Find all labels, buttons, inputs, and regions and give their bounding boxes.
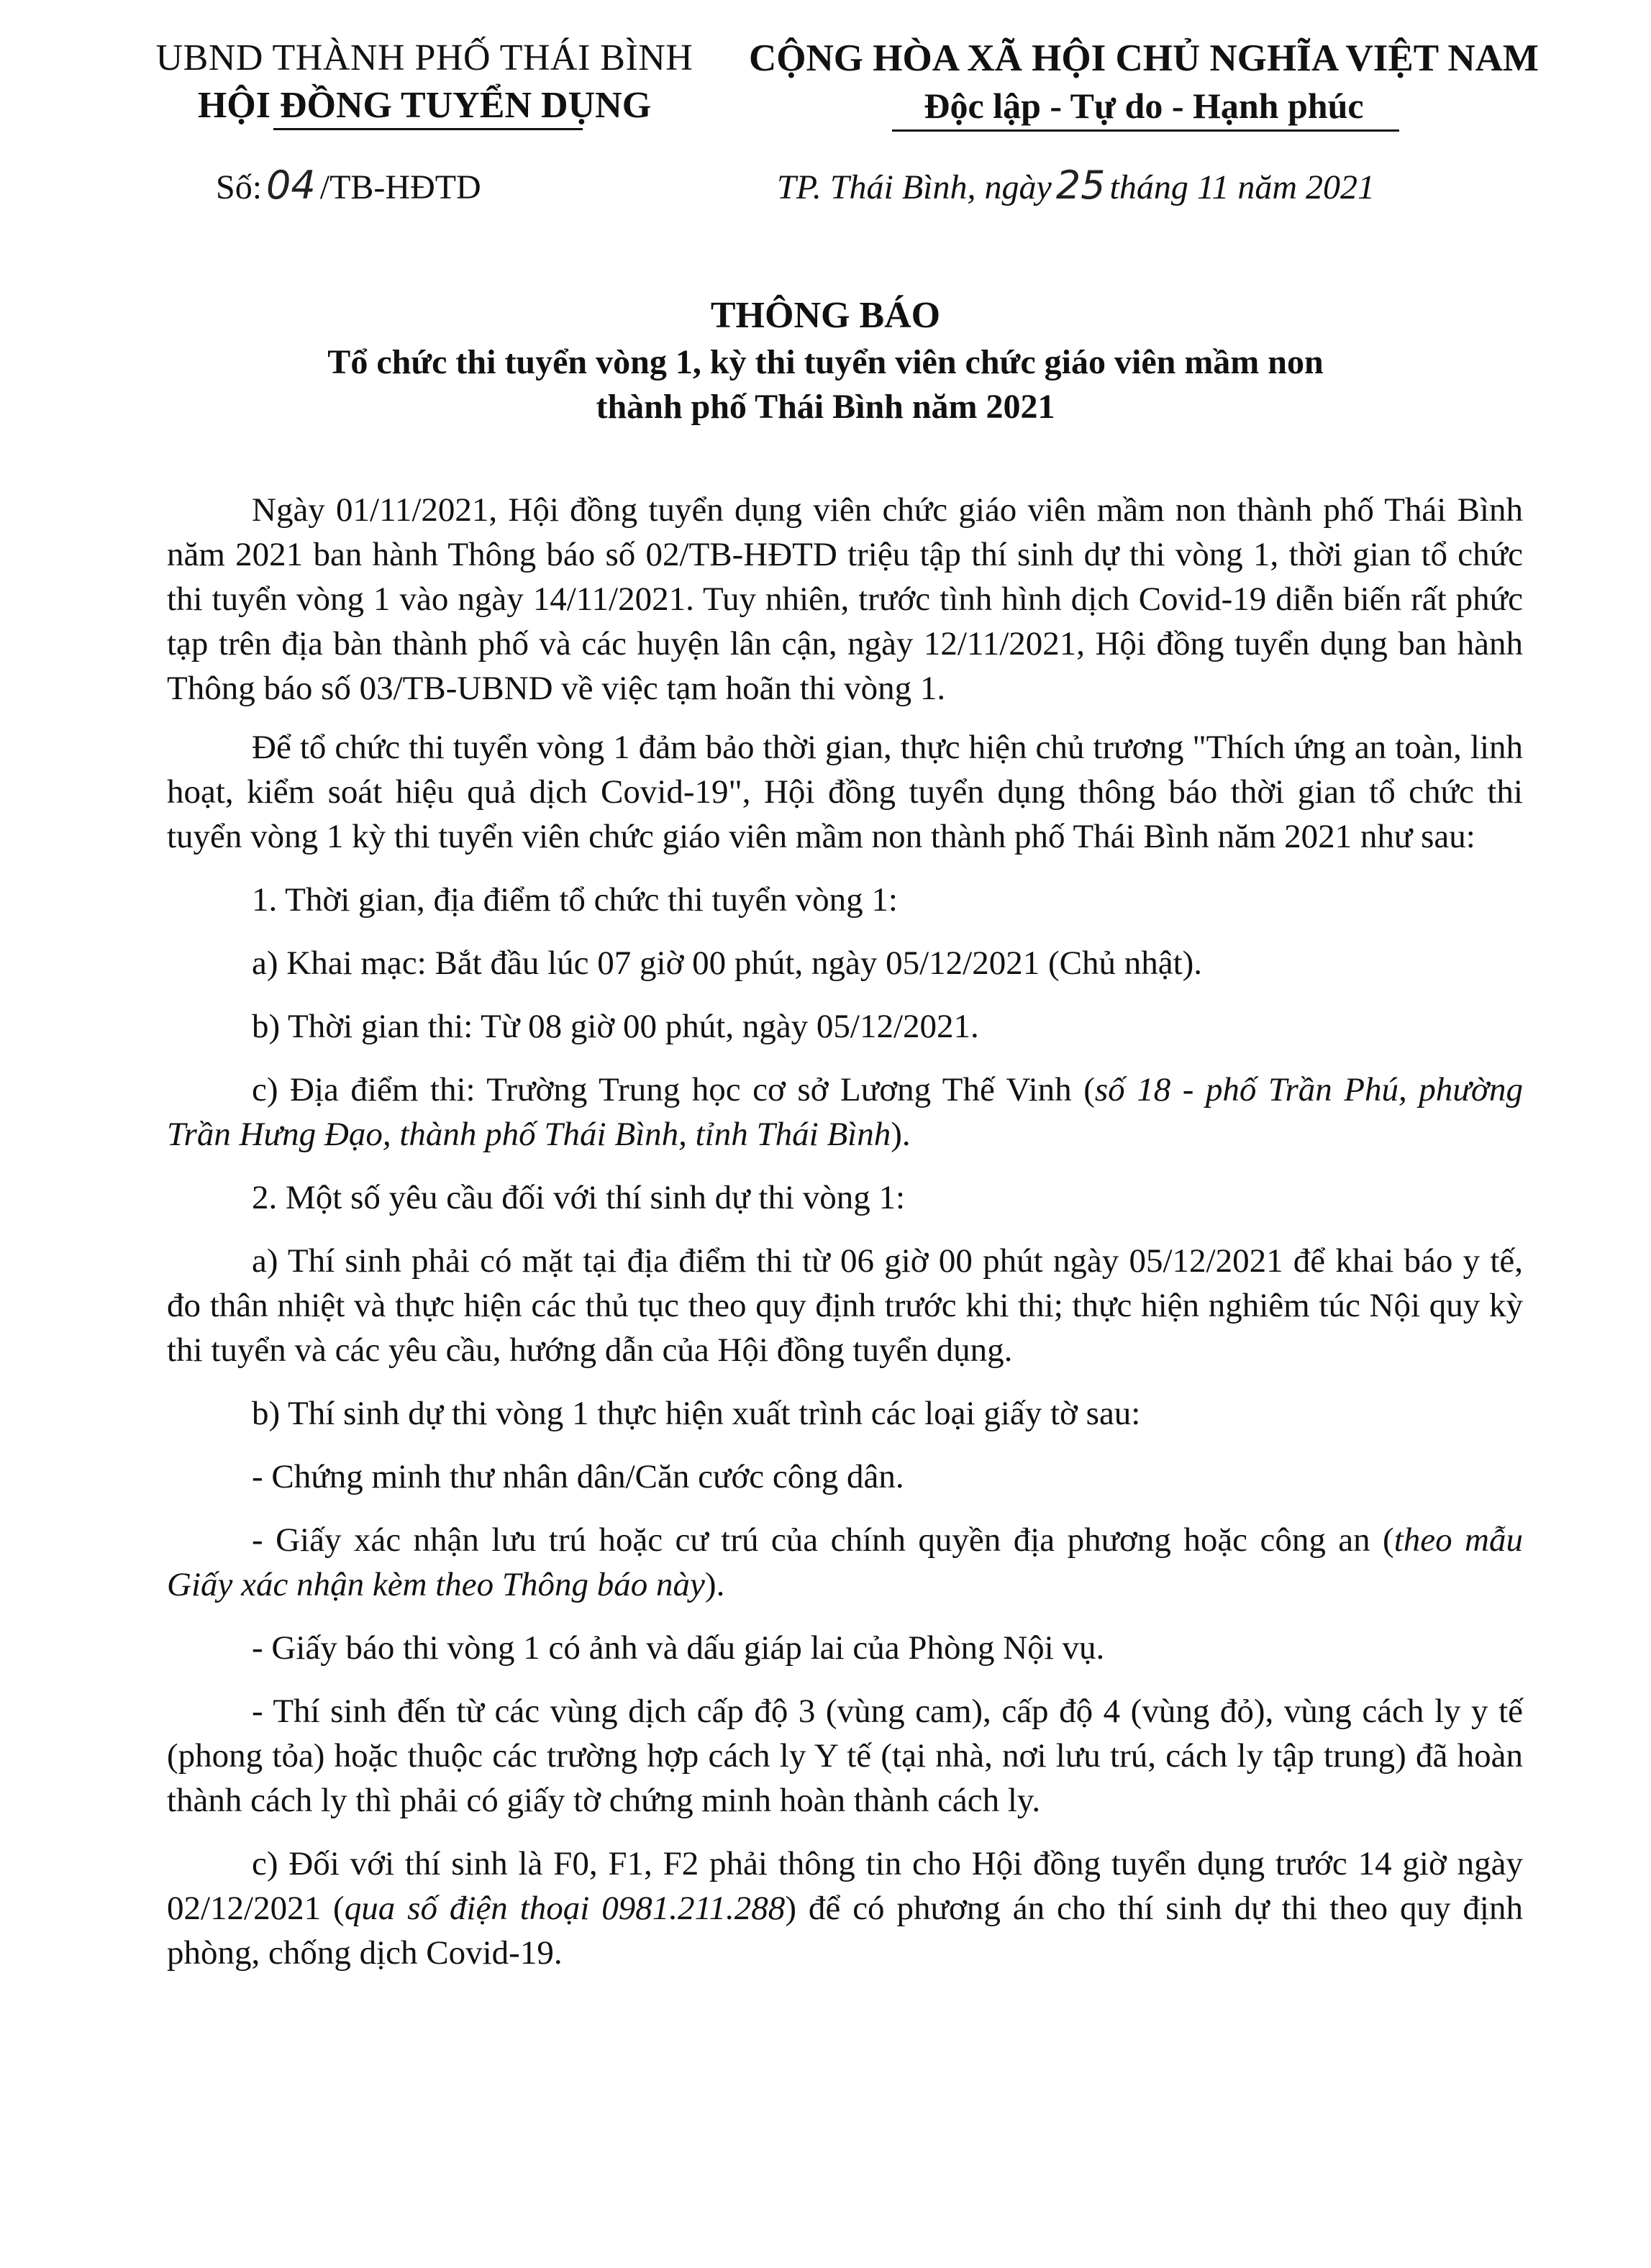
section-2-b-doc-4: - Thí sinh đến từ các vùng dịch cấp độ 3 (vùng cam), cấp độ 4 (vùng đỏ), vùng cách ly y tế (phong tỏa) hoặc thuộc các trường hợp cách ly Y tế (tại nhà, nơi lưu trú, cách ly tập trung) đã hoàn thành cách ly thì phải có giấy tờ chứng minh hoàn thành cách ly. [167, 1693, 1523, 1819]
issuing-authority [108, 35, 741, 129]
section-2-b-doc-1: - Chứng minh thư nhân dân/Căn cước công dân. [252, 1458, 904, 1495]
date-day-handwritten: 25 [1055, 163, 1106, 208]
nation-line-2: Độc lập - Tự do - Hạnh phúc [924, 86, 1364, 126]
org-underline [273, 128, 583, 130]
section-1-item-c [167, 1067, 1523, 1157]
section-1-heading: 1. Thời gian, địa điểm tổ chức thi tuyển vòng 1: [252, 881, 898, 919]
section-2-item-b: b) Thí sinh dự thi vòng 1 thực hiện xuất trình các loại giấy tờ sau: [252, 1395, 1141, 1432]
s2c-phone: qua số điện thoại 0981.211.288 [344, 1890, 786, 1927]
section-2-b-doc-2 [167, 1518, 1523, 1607]
section-2-item-a: a) Thí sinh phải có mặt tại địa điểm thi từ 06 giờ 00 phút ngày 05/12/2021 để khai báo y tế, đo thân nhiệt và thực hiện các thủ tục theo quy định trước khi thi; thực hiện nghiêm túc Nội quy kỳ thi tuyển và các yêu cầu, hướng dẫn của Hội đồng tuyển dụng. [167, 1242, 1523, 1369]
date-prefix: TP. Thái Bình, ngày [777, 168, 1052, 206]
s1c-end: ). [891, 1116, 911, 1153]
title-main: THÔNG BÁO [710, 295, 941, 336]
s2b2-end: ). [704, 1566, 725, 1603]
section-2-heading: 2. Một số yêu cầu đối với thí sinh dự thi vòng 1: [252, 1179, 906, 1216]
section-2-item-c [167, 1841, 1523, 1975]
s2b2-text: - Giấy xác nhận lưu trú hoặc cư trú của chính quyền địa phương hoặc công an ( [252, 1521, 1394, 1559]
national-heading [741, 35, 1547, 129]
section-1-item-b: b) Thời gian thi: Từ 08 giờ 00 phút, ngày 05/12/2021. [252, 1008, 979, 1045]
motto-underline [892, 129, 1399, 132]
s1c-text: c) Địa điểm thi: Trường Trung học cơ sở Lương Thế Vinh ( [252, 1071, 1095, 1108]
org-line-1: UBND THÀNH PHỐ THÁI BÌNH [155, 37, 693, 78]
section-2-b-doc-3: - Giấy báo thi vòng 1 có ảnh và dấu giáp lai của Phòng Nội vụ. [252, 1629, 1105, 1667]
date-suffix: tháng 11 năm 2021 [1109, 168, 1375, 206]
s2b2-note: theo mẫu Giấy xác nhận kèm theo Thông báo này [167, 1521, 1523, 1603]
title-sub-1: Tổ chức thi tuyển vòng 1, kỳ thi tuyển viên chức giáo viên mầm non [327, 343, 1324, 381]
document-title [0, 291, 1651, 429]
org-line-2: HỘI ĐỒNG TUYỂN DỤNG [197, 85, 652, 126]
doc-no-suffix: /TB-HĐTD [319, 168, 481, 206]
document-number [216, 162, 481, 211]
section-1-item-a: a) Khai mạc: Bắt đầu lúc 07 giờ 00 phút, ngày 05/12/2021 (Chủ nhật). [252, 944, 1203, 982]
s2c-end: ) để có phương án cho thí sinh dự thi theo quy định phòng, chống dịch Covid-19. [167, 1890, 1523, 1972]
s1c-address: số 18 - phố Trần Phú, phường Trần Hưng Đạo, thành phố Thái Bình, tỉnh Thái Bình [167, 1071, 1523, 1153]
doc-no-prefix: Số: [216, 168, 263, 206]
document-body [167, 488, 1523, 1975]
doc-no-handwritten: 04 [266, 163, 316, 208]
paragraph-announcement: Để tổ chức thi tuyển vòng 1 đảm bảo thời gian, thực hiện chủ trương "Thích ứng an toàn, linh hoạt, kiểm soát hiệu quả dịch Covid-19", Hội đồng tuyển dụng thông báo thời gian tổ chức thi tuyển vòng 1 kỳ thi tuyển viên chức giáo viên mầm non thành phố Thái Bình năm 2021 như sau: [167, 729, 1523, 855]
s2c-text: c) Đối với thí sinh là F0, F1, F2 phải thông tin cho Hội đồng tuyển dụng trước 14 giờ ngày 02/12/2021 ( [167, 1845, 1523, 1927]
nation-line-1: CỘNG HÒA XÃ HỘI CHỦ NGHĨA VIỆT NAM [749, 37, 1539, 79]
paragraph-background: Ngày 01/11/2021, Hội đồng tuyển dụng viên chức giáo viên mầm non thành phố Thái Bình năm 2021 ban hành Thông báo số 02/TB-HĐTD triệu tập thí sinh dự thi vòng 1, thời gian tổ chức thi tuyển vòng 1 vào ngày 14/11/2021. Tuy nhiên, trước tình hình dịch Covid-19 diễn biến rất phức tạp trên địa bàn thành phố và các huyện lân cận, ngày 12/11/2021, Hội đồng tuyển dụng ban hành Thông báo số 03/TB-UBND về việc tạm hoãn thi vòng 1. [167, 491, 1523, 707]
place-date [777, 162, 1375, 211]
title-sub-2: thành phố Thái Bình năm 2021 [596, 388, 1055, 426]
